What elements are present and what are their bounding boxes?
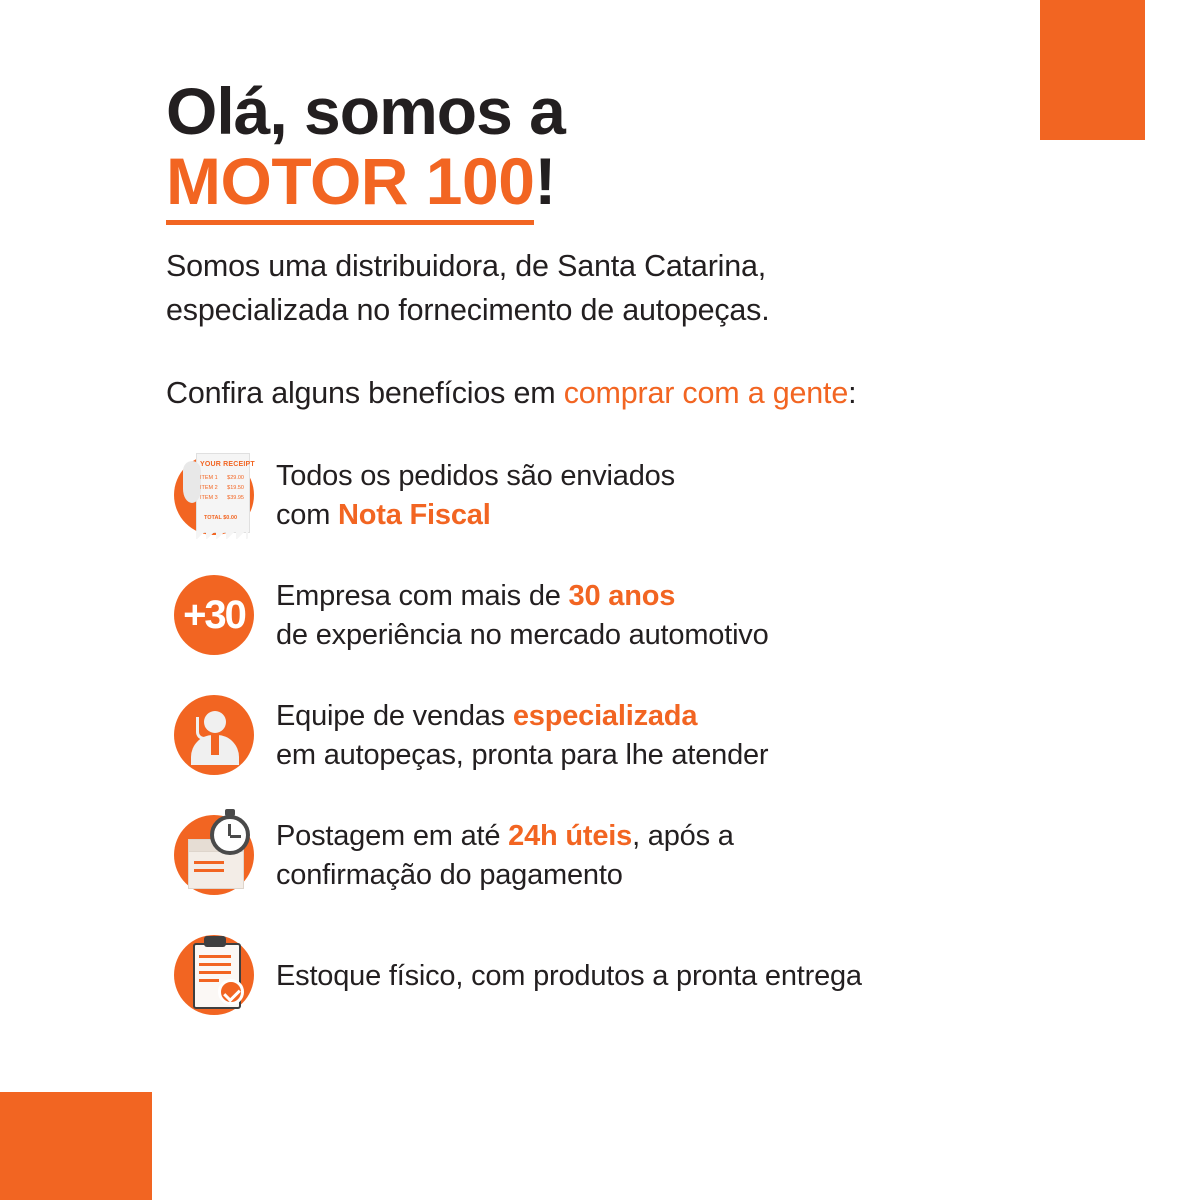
- benefit-line-1: Todos os pedidos são enviados: [276, 460, 675, 493]
- clipboard-clip: [204, 936, 226, 947]
- benefit-text: [276, 455, 675, 535]
- benefit-line-1-after: , após a: [632, 820, 734, 853]
- plus-30-icon: [166, 567, 262, 663]
- intro-paragraph: [166, 245, 1086, 332]
- headline-line-2: [166, 143, 1086, 218]
- benefit-text: [276, 695, 768, 775]
- benefit-line-1-before: Postagem em até: [276, 820, 509, 853]
- receipt-row-label: ITEM 3: [200, 495, 218, 502]
- decorative-square-bottom-left: [0, 1092, 152, 1200]
- list-item: [166, 567, 1086, 663]
- list-item: [166, 807, 1086, 903]
- receipt-clip: [183, 461, 201, 503]
- benefit-line-2-highlight: Nota Fiscal: [338, 499, 491, 532]
- list-item: [166, 927, 1086, 1023]
- receipt-row-value: $39.95: [227, 495, 244, 502]
- benefit-line-2: de experiência no mercado automotivo: [276, 619, 769, 652]
- clipboard-line: [199, 963, 231, 966]
- benefits-lead-after: :: [848, 375, 857, 410]
- list-item: [166, 687, 1086, 783]
- plus-30-badge: +30: [183, 592, 245, 637]
- clipboard-line: [199, 979, 219, 982]
- receipt-row: [200, 475, 244, 481]
- agent-headset: [196, 717, 211, 740]
- benefit-line-1-highlight: especializada: [512, 700, 698, 733]
- receipt-row-label: ITEM 1: [200, 475, 218, 482]
- receipt-zigzag-edge: [196, 531, 248, 539]
- content-container: [166, 74, 1086, 1047]
- intro-line-1: Somos uma distribuidora, de Santa Catarina,: [166, 249, 767, 284]
- benefit-line-1-highlight: 24h úteis: [508, 820, 633, 853]
- benefit-text: [276, 815, 734, 895]
- agent-tie: [211, 735, 219, 755]
- headline-exclamation: !: [534, 143, 556, 218]
- benefit-text: [276, 575, 769, 655]
- sales-agent-icon: [166, 687, 262, 783]
- benefit-text: [276, 955, 862, 996]
- benefits-list: [166, 447, 1086, 1023]
- benefit-line-2: em autopeças, pronta para lhe atender: [276, 739, 769, 772]
- benefit-line-1-before: Empresa com mais de: [276, 580, 569, 613]
- receipt-row-value: $29.00: [227, 475, 244, 482]
- benefit-line-2: confirmação do pagamento: [276, 859, 623, 892]
- receipt-icon: [166, 447, 262, 543]
- receipt-row: [200, 495, 244, 501]
- clipboard-line: [199, 955, 231, 958]
- benefits-lead-highlight: comprar com a gente: [563, 375, 849, 410]
- stopwatch-hand-hour: [230, 835, 241, 838]
- clipboard-check-icon: [166, 927, 262, 1023]
- benefits-lead-before: Confira alguns benefícios em: [166, 375, 564, 410]
- benefit-line-1: Estoque físico, com produtos a pronta entrega: [276, 959, 862, 992]
- list-item: [166, 447, 1086, 543]
- receipt-row-label: ITEM 2: [200, 485, 218, 492]
- receipt-total: TOTAL $0.00: [204, 515, 238, 522]
- benefit-line-1-before: Equipe de vendas: [276, 700, 513, 733]
- page-title: [166, 74, 1086, 148]
- benefits-lead: [166, 374, 1086, 414]
- benefit-line-1-highlight: 30 anos: [568, 580, 676, 613]
- intro-line-2: especializada no fornecimento de autopeças.: [166, 292, 770, 327]
- clipboard-line: [199, 971, 231, 974]
- package-stripe: [194, 869, 224, 872]
- brand-name: MOTOR 100: [166, 144, 534, 225]
- headline-line-1: Olá, somos a: [166, 74, 565, 148]
- package-stopwatch-icon: [166, 807, 262, 903]
- benefit-line-2-before: com: [276, 499, 339, 532]
- package-stripe: [194, 861, 224, 864]
- receipt-row-value: $19.50: [227, 485, 244, 492]
- receipt-title: YOUR RECEIPT: [200, 461, 255, 469]
- receipt-row: [200, 485, 244, 491]
